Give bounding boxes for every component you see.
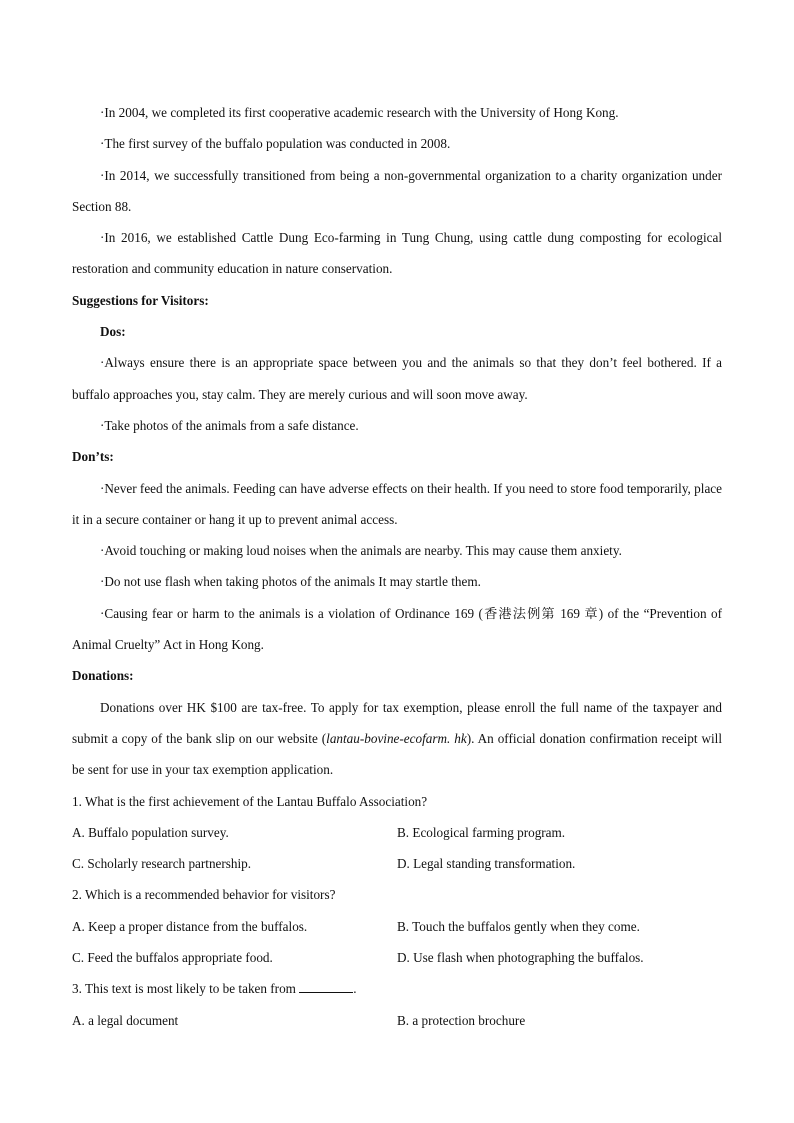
donts-heading: Don’ts: <box>72 449 114 465</box>
donations-paragraph <box>72 692 722 786</box>
q2-option-a: A. Keep a proper distance from the buffalos. <box>72 918 308 934</box>
donations-text-after: ). An official donation confirmation receipt will be sent for use in your tax exemption application. <box>72 730 722 778</box>
q1-option-a: A. Buffalo population survey. <box>72 824 229 840</box>
q1-option-b: B. Ecological farming program. <box>397 824 566 840</box>
question-1-stem: 1. What is the first achievement of the Lantau Buffalo Association? <box>72 793 428 809</box>
q2-option-c: C. Feed the buffalos appropriate food. <box>72 950 273 966</box>
q2-option-b: B. Touch the buffalos gently when they come. <box>397 918 640 934</box>
dos-item: ·Always ensure there is an appropriate space between you and the animals so that they don’t feel bothered. If a buffalo approaches you, stay calm. They are merely curious and will soon move away. <box>72 355 722 402</box>
suggestions-heading: Suggestions for Visitors: <box>72 292 209 308</box>
question-1-options-row-1 <box>72 817 722 848</box>
question-3-stem-text: 3. This text is most likely to be taken from <box>72 981 300 997</box>
history-item: ·In 2004, we completed its first cooperative academic research with the University of Hong Kong. <box>100 105 619 120</box>
q3-option-b: B. a protection brochure <box>397 1012 526 1028</box>
donations-text-before: Donations over HK $100 are tax-free. To apply for tax exemption, please enroll the full name of the taxpayer and submit a copy of the bank slip on our website ( <box>72 699 722 746</box>
q3-option-a: A. a legal document <box>72 1012 179 1028</box>
question-3-stem-end: . <box>353 981 357 997</box>
question-1-options-row-2 <box>72 848 722 879</box>
dos-heading: Dos: <box>100 324 126 340</box>
donation-website: lantau-bovine-ecofarm. hk <box>326 730 467 746</box>
history-item: ·In 2016, we established Cattle Dung Eco-farming in Tung Chung, using cattle dung composting for ecological restoration and community education in nature conservation. <box>72 230 722 277</box>
history-item: ·The first survey of the buffalo population was conducted in 2008. <box>100 136 451 152</box>
donts-item: ·Do not use flash when taking photos of the animals It may startle them. <box>100 574 481 590</box>
question-2-options-row-1 <box>72 911 722 942</box>
dos-item: ·Take photos of the animals from a safe distance. <box>100 417 359 433</box>
question-3-stem <box>72 973 722 1004</box>
history-item: ·In 2014, we successfully transitioned from being a non-governmental organization to a charity organization under Section 88. <box>72 167 722 214</box>
document-page <box>72 97 722 1036</box>
donts-item: ·Avoid touching or making loud noises when the animals are nearby. This may cause them anxiety. <box>100 543 622 559</box>
donts-item: ·Never feed the animals. Feeding can have adverse effects on their health. If you need to store food temporarily, place it in a secure container or hang it up to prevent animal access. <box>72 480 722 527</box>
q1-option-c: C. Scholarly research partnership. <box>72 856 252 872</box>
question-2-stem: 2. Which is a recommended behavior for visitors? <box>72 887 336 903</box>
q2-option-d: D. Use flash when photographing the buffalos. <box>397 950 644 966</box>
question-2-options-row-2 <box>72 942 722 973</box>
donations-heading: Donations: <box>72 668 134 684</box>
donts-item: ·Causing fear or harm to the animals is a violation of Ordinance 169 (香港法例第 169 章) of the “Prevention of Animal Cruelty” Act in Hong Kong. <box>72 605 722 653</box>
q1-option-d: D. Legal standing transformation. <box>397 856 576 872</box>
answer-blank <box>299 978 353 993</box>
question-3-options-row-1 <box>72 1005 722 1036</box>
